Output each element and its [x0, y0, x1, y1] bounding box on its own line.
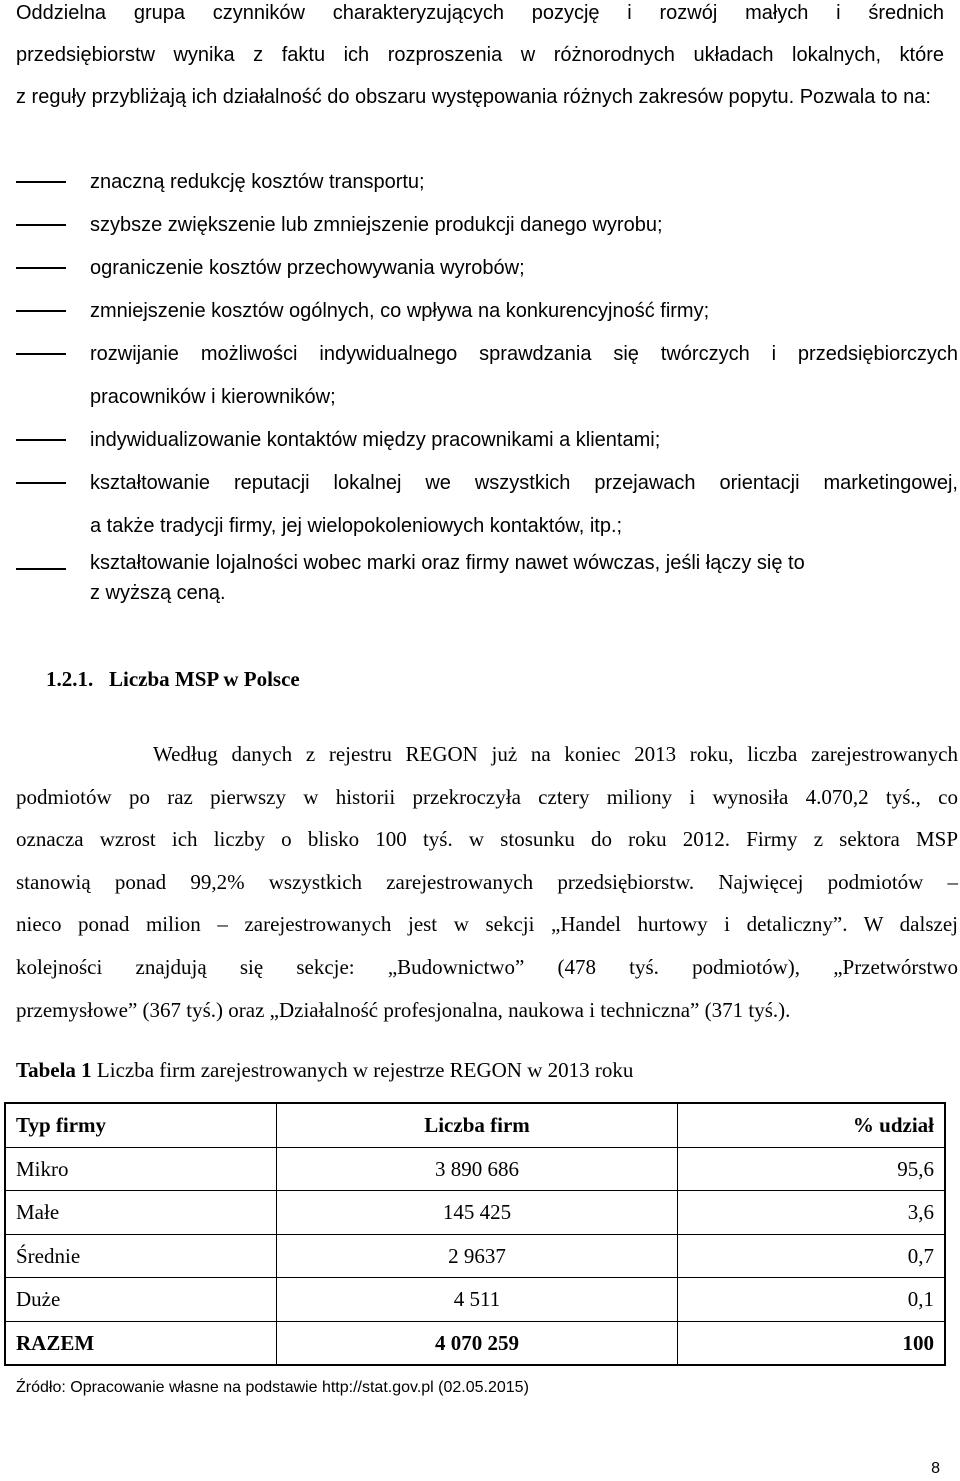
dash-bullet-icon — [16, 353, 66, 355]
advantages-list — [16, 161, 960, 608]
paragraph-line: nieco ponad milion – zarejestrowanych jest w sekcji „Handel hurtowy i detaliczny”. W dalszej — [16, 912, 958, 937]
dash-bullet-icon — [16, 568, 66, 570]
dash-bullet-icon — [16, 482, 66, 484]
list-item-text: zmniejszenie kosztów ogólnych, co wpływa na konkurencyjność firmy; — [90, 300, 710, 322]
table-caption-text: Liczba firm zarejestrowanych w rejestrze REGON w 2013 roku — [91, 1058, 634, 1082]
dash-bullet-icon — [16, 181, 66, 183]
table-cell: 3,6 — [678, 1191, 946, 1235]
table-cell: 4 511 — [277, 1278, 678, 1322]
list-item — [16, 548, 960, 608]
table-cell: Małe — [5, 1191, 277, 1235]
table-cell: 2 9637 — [277, 1234, 678, 1278]
list-item-text: kształtowanie lojalności wobec marki oraz firmy nawet wówczas, jeśli łączy się to — [90, 552, 805, 574]
column-header-count: Liczba firm — [277, 1103, 678, 1147]
paragraph-line: przemysłowe” (367 tyś.) oraz „Działalność profesjonalna, naukowa i techniczna” (371 tyś.). — [16, 997, 791, 1022]
paragraph-line: Według danych z rejestru REGON już na koniec 2013 roku, liczba zarejestrowanych — [16, 742, 958, 766]
table-total-row — [5, 1321, 945, 1365]
list-item-text: rozwijanie możliwości indywidualnego sprawdzania się twórczych i przedsiębiorczych — [90, 343, 958, 365]
list-item-text: pracowników i kierowników; — [90, 386, 336, 408]
column-header-type: Typ firmy — [5, 1103, 277, 1147]
intro-paragraph — [16, 0, 944, 118]
table-caption — [16, 1055, 633, 1085]
table-caption-label: Tabela 1 — [16, 1058, 92, 1082]
table-header-row — [5, 1103, 945, 1147]
intro-line: przedsiębiorstw wynika z faktu ich rozproszenia w różnorodnych układach lokalnych, które — [16, 44, 944, 66]
paragraph-line: oznacza wzrost ich liczby o blisko 100 tyś. w stosunku do roku 2012. Firmy z sektora MSP — [16, 827, 958, 852]
list-item — [16, 247, 960, 290]
list-item-text: kształtowanie reputacji lokalnej we wszystkich przejawach orientacji marketingowej, — [90, 472, 958, 494]
list-item — [16, 333, 960, 419]
list-item — [16, 204, 960, 247]
table-cell: 4 070 259 — [277, 1321, 678, 1365]
list-item — [16, 462, 960, 548]
table-cell: 100 — [678, 1321, 946, 1365]
dash-bullet-icon — [16, 267, 66, 269]
list-item — [16, 290, 960, 333]
intro-line: Oddzielna grupa czynników charakteryzujących pozycję i rozwój małych i średnich — [16, 2, 944, 24]
table-cell: 95,6 — [678, 1147, 946, 1191]
column-header-share: % udział — [678, 1103, 946, 1147]
paragraph-line: stanowią ponad 99,2% wszystkich zarejestrowanych przedsiębiorstw. Najwięcej podmiotów – — [16, 869, 958, 894]
page-number: 8 — [931, 1460, 940, 1477]
table-cell: Duże — [5, 1278, 277, 1322]
regon-table — [4, 1102, 946, 1366]
dash-bullet-icon — [16, 310, 66, 312]
table-cell: Średnie — [5, 1234, 277, 1278]
dash-bullet-icon — [16, 224, 66, 226]
list-item-text: indywidualizowanie kontaktów między pracownikami a klientami; — [90, 429, 661, 451]
paragraph-line: kolejności znajdują się sekcje: „Budownictwo” (478 tyś. podmiotów), „Przetwórstwo — [16, 954, 958, 979]
list-item — [16, 161, 960, 204]
table-cell: 0,1 — [678, 1278, 946, 1322]
list-item-text: szybsze zwiększenie lub zmniejszenie produkcji danego wyrobu; — [90, 214, 663, 236]
table-row — [5, 1191, 945, 1235]
table-cell: 0,7 — [678, 1234, 946, 1278]
list-item-text: znaczną redukcję kosztów transportu; — [90, 171, 425, 193]
intro-line: z reguły przybliżają ich działalność do obszaru występowania różnych zakresów popytu. Pozwala to na: — [16, 86, 931, 108]
list-item-text: z wyższą ceną. — [90, 582, 226, 604]
table-row — [5, 1234, 945, 1278]
table-source-note: Źródło: Opracowanie własne na podstawie http://stat.gov.pl (02.05.2015) — [16, 1379, 529, 1396]
table-cell: Mikro — [5, 1147, 277, 1191]
table-row — [5, 1278, 945, 1322]
list-item-text: ograniczenie kosztów przechowywania wyrobów; — [90, 257, 525, 279]
table-cell: 3 890 686 — [277, 1147, 678, 1191]
table-cell: RAZEM — [5, 1321, 277, 1365]
list-item-text: a także tradycji firmy, jej wielopokoleniowych kontaktów, itp.; — [90, 515, 623, 537]
body-paragraph — [16, 733, 958, 1031]
section-heading: 1.2.1. Liczba MSP w Polsce — [46, 667, 300, 691]
paragraph-line: podmiotów po raz pierwszy w historii przekroczyła cztery miliony i wynosiła 4.070,2 tyś., co — [16, 784, 958, 809]
table-cell: 145 425 — [277, 1191, 678, 1235]
list-item — [16, 419, 960, 462]
dash-bullet-icon — [16, 439, 66, 441]
table-row — [5, 1147, 945, 1191]
